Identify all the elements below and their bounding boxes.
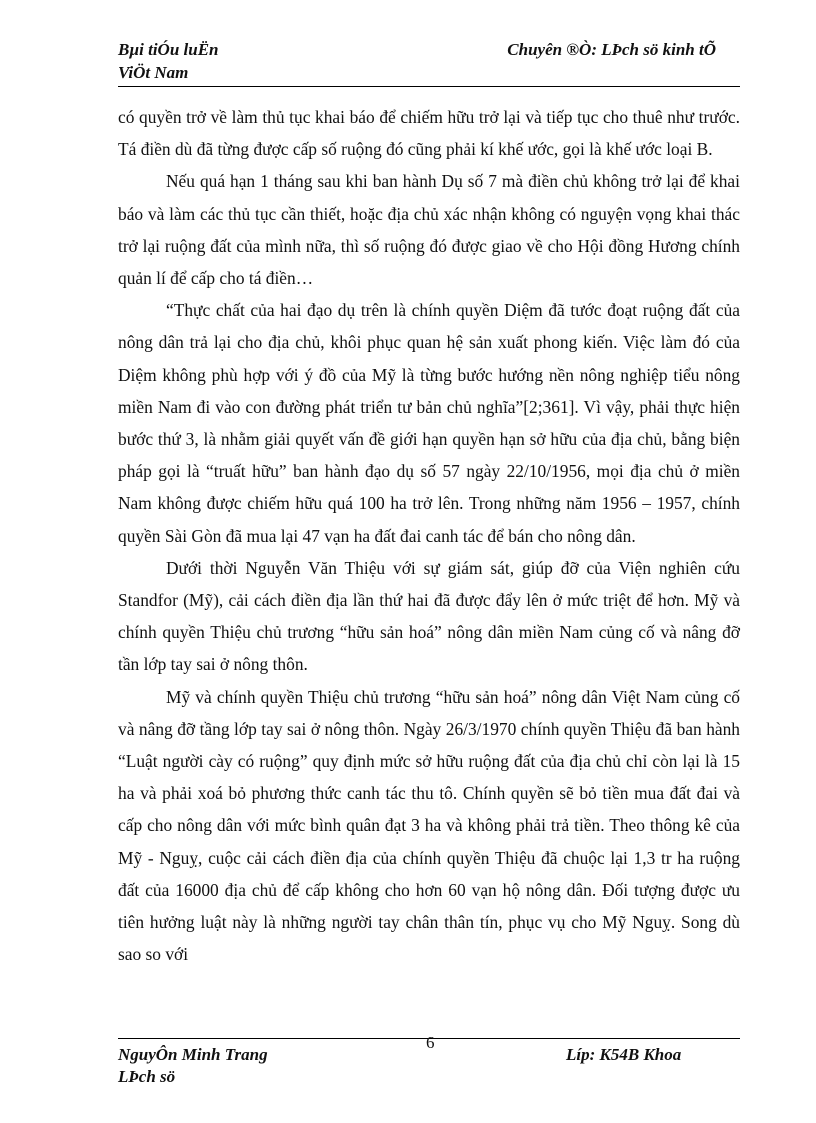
page-footer xyxy=(118,1033,740,1091)
header-essay-title xyxy=(118,38,219,84)
paragraph-4: Dưới thời Nguyễn Văn Thiệu với sự giám sát, giúp đỡ của Viện nghiên cứu Standfor (Mỹ), cải cách điền địa lần thứ hai đã được đẩy lên ở mức triệt để hơn. Mỹ và chính quyền Thiệu chủ trương “hữu sản hoá” nông dân miền Nam củng cố và nâng đỡ tần lớp tay sai ở nông thôn. xyxy=(118,557,740,675)
document-body xyxy=(118,101,740,970)
header-topic: Chuyên ®Ò: LÞch sö kinh tÕ xyxy=(507,40,716,59)
footer-left-line2: LÞch sö xyxy=(118,1067,176,1086)
paragraph-3: “Thực chất của hai đạo dụ trên là chính quyền Diệm đã tước đoạt ruộng đất của nông dân trả lại cho địa chủ, khôi phục quan hệ sản xuất phong kiến. Việc làm đó của Diệm không phù hợp với ý đồ của Mỹ là từng bước hướng nền nông nghiệp tiểu nông miền Nam đi vào con đường phát triển tư bản chủ nghĩa”[2;361]. Vì vậy, phải thực hiện bước thứ 3, là nhằm giải quyết vấn đề giới hạn quyền hạn sở hữu của địa chủ, bằng biện pháp gọi là “truất hữu” ban hành đạo dụ số 57 ngày 22/10/1956, mọi địa chủ ở miền Nam không được chiếm hữu quá 100 ha trở lên. Trong những năm 1956 – 1957, chính quyền Sài Gòn đã mua lại 47 vạn ha đất đai canh tác để bán cho nông dân. xyxy=(118,300,740,546)
footer-author xyxy=(118,1044,268,1088)
footer-left-line1: NguyÔn Minh Trang xyxy=(118,1045,268,1064)
header-left-line1: Bµi tiÓu luËn xyxy=(118,40,219,59)
page-header xyxy=(118,38,740,87)
paragraph-5: Mỹ và chính quyền Thiệu chủ trương “hữu sản hoá” nông dân Việt Nam củng cố và nâng đỡ tầng lớp tay sai ở nông thôn. Ngày 26/3/1970 chính quyền Thiệu đã ban hành “Luật người cày có ruộng” quy định mức sở hữu ruộng đất của địa chủ chỉ còn lại là 15 ha và phải xoá bỏ phương thức canh tác thu tô. Chính quyền sẽ bỏ tiền mua đất đai và cấp cho nông dân với mức bình quân đạt 3 ha và không phải trả tiền. Theo thông kê của Mỹ - Nguỵ, cuộc cải cách điền địa của chính quyền Thiệu đã chuộc lại 1,3 tr ha ruộng đất của 16000 địa chủ để cấp không cho hơn 60 vạn hộ nông dân. Đối tượng được ưu tiên hưởng luật này là những người tay chân thân tín, phục vụ cho Mỹ Nguỵ. Song dù sao so với xyxy=(118,686,740,965)
paragraph-1: có quyền trở về làm thủ tục khai báo để chiếm hữu trở lại và tiếp tục cho thuê như trước. Tá điền dù đã từng được cấp số ruộng đó cũng phải kí khế ước, gọi là khế ước loại B. xyxy=(118,107,740,160)
header-left-line2: ViÖt Nam xyxy=(118,63,189,82)
paragraph-2: Nếu quá hạn 1 tháng sau khi ban hành Dụ số 7 mà điền chủ không trở lại để khai báo và làm các thủ tục cần thiết, hoặc địa chủ xác nhận không có nguyện vọng khai thác trở lại ruộng đất của mình nữa, thì số ruộng đó được giao về cho Hội đồng Hương chính quản lí để cấp cho tá điền… xyxy=(118,171,740,289)
footer-class: Líp: K54B Khoa xyxy=(566,1045,682,1064)
page-number: 6 xyxy=(426,1033,435,1052)
